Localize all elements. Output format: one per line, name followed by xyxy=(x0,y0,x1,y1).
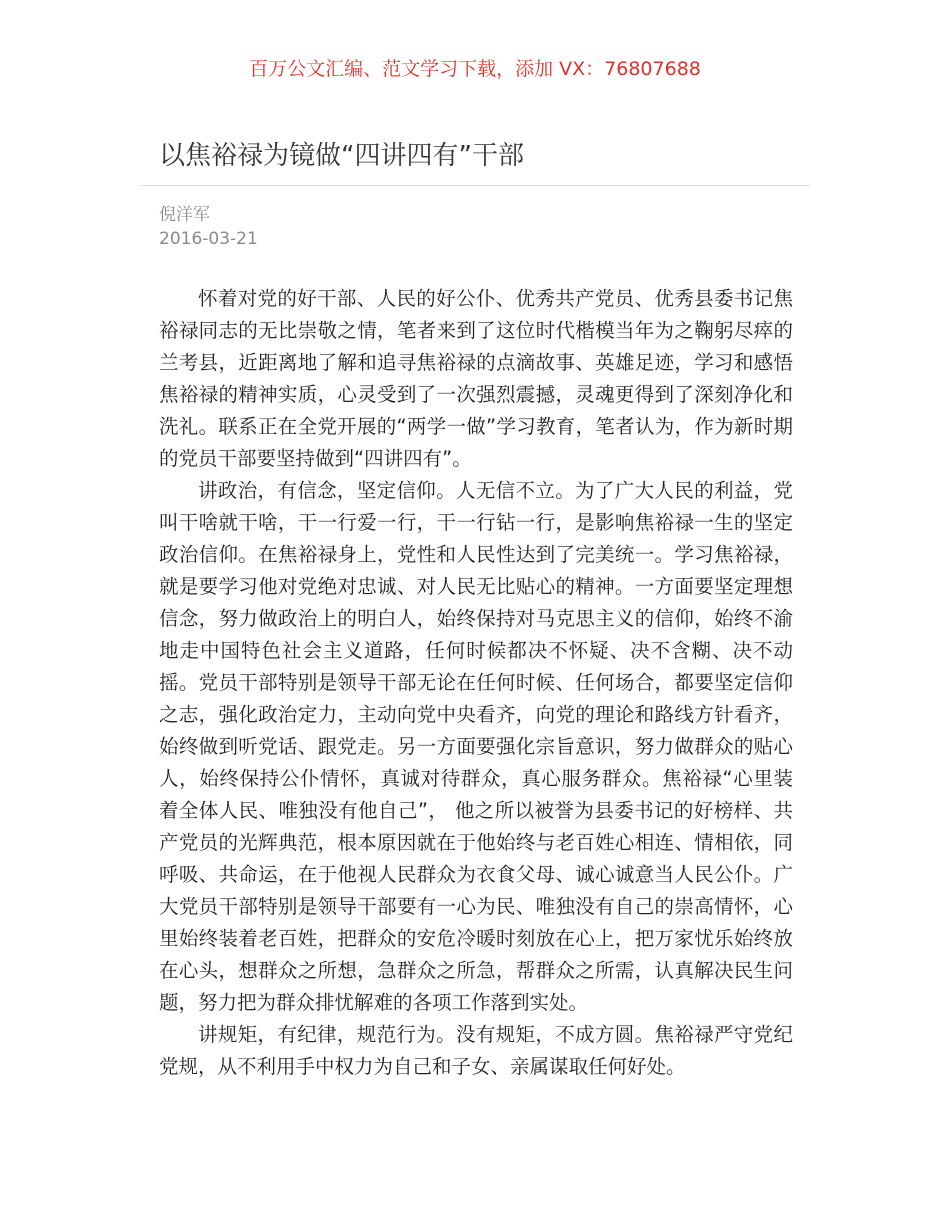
title-divider xyxy=(140,185,810,186)
article-paragraph: 讲政治，有信念，坚定信仰。人无信不立。为了广大人民的利益，党叫干啥就干啥，干一行爱一行，干一行钻一行，是影响焦裕禄一生的坚定政治信仰。在焦裕禄身上，党性和人民性达到了完美统一。学习焦裕禄，就是要学习他对党绝对忠诚、对人民无比贴心的精神。一方面要坚定理想信念，努力做政治上的明白人，始终保持对马克思主义的信仰，始终不渝地走中国特色社会主义道路，任何时候都决不怀疑、决不含糊、决不动摇。党员干部特别是领导干部无论在任何时候、任何场合，都要坚定信仰之志，强化政治定力，主动向党中央看齐，向党的理论和路线方针看齐，始终做到听党话、跟党走。另一方面要强化宗旨意识，努力做群众的贴心人，始终保持公仆情怀，真诚对待群众，真心服务群众。焦裕禄“心里装着全体人民、唯独没有他自己”， 他之所以被誉为县委书记的好榜样、共产党员的光辉典范，根本原因就在于他始终与老百姓心相连、情相依，同呼吸、共命运，在于他视人民群众为衣食父母、诚心诚意当人民公仆。广大党员干部特别是领导干部要有一心为民、唯独没有自己的崇高情怀，心里始终装着老百姓，把群众的安危冷暖时刻放在心上，把万家忧乐始终放在心头，想群众之所想，急群众之所急，帮群众之所需，认真解决民生问题，努力把为群众排忧解难的各项工作落到实处。 xyxy=(159,479,793,1014)
article-paragraph: 讲规矩，有纪律，规范行为。没有规矩，不成方圆。焦裕禄严守党纪党规，从不利用手中权力为自己和子女、亲属谋取任何好处。 xyxy=(159,1023,793,1078)
article-author: 倪洋军 xyxy=(159,205,210,225)
article-body xyxy=(159,283,793,1083)
article-date: 2016-03-21 xyxy=(159,229,258,249)
promo-banner: 百万公文汇编、范文学习下载，添加 VX：76807688 xyxy=(249,58,701,80)
article-paragraph: 怀着对党的好干部、人民的好公仆、优秀共产党员、优秀县委书记焦裕禄同志的无比崇敬之情，笔者来到了这位时代楷模当年为之鞠躬尽瘁的兰考县，近距离地了解和追寻焦裕禄的点滴故事、英雄足迹，学习和感悟焦裕禄的精神实质，心灵受到了一次强烈震撼，灵魂更得到了深刻净化和洗礼。联系正在全党开展的“两学一做”学习教育，笔者认为，作为新时期的党员干部要坚持做到“四讲四有”。 xyxy=(159,287,793,470)
article-title: 以焦裕禄为镜做“四讲四有”干部 xyxy=(159,141,524,171)
